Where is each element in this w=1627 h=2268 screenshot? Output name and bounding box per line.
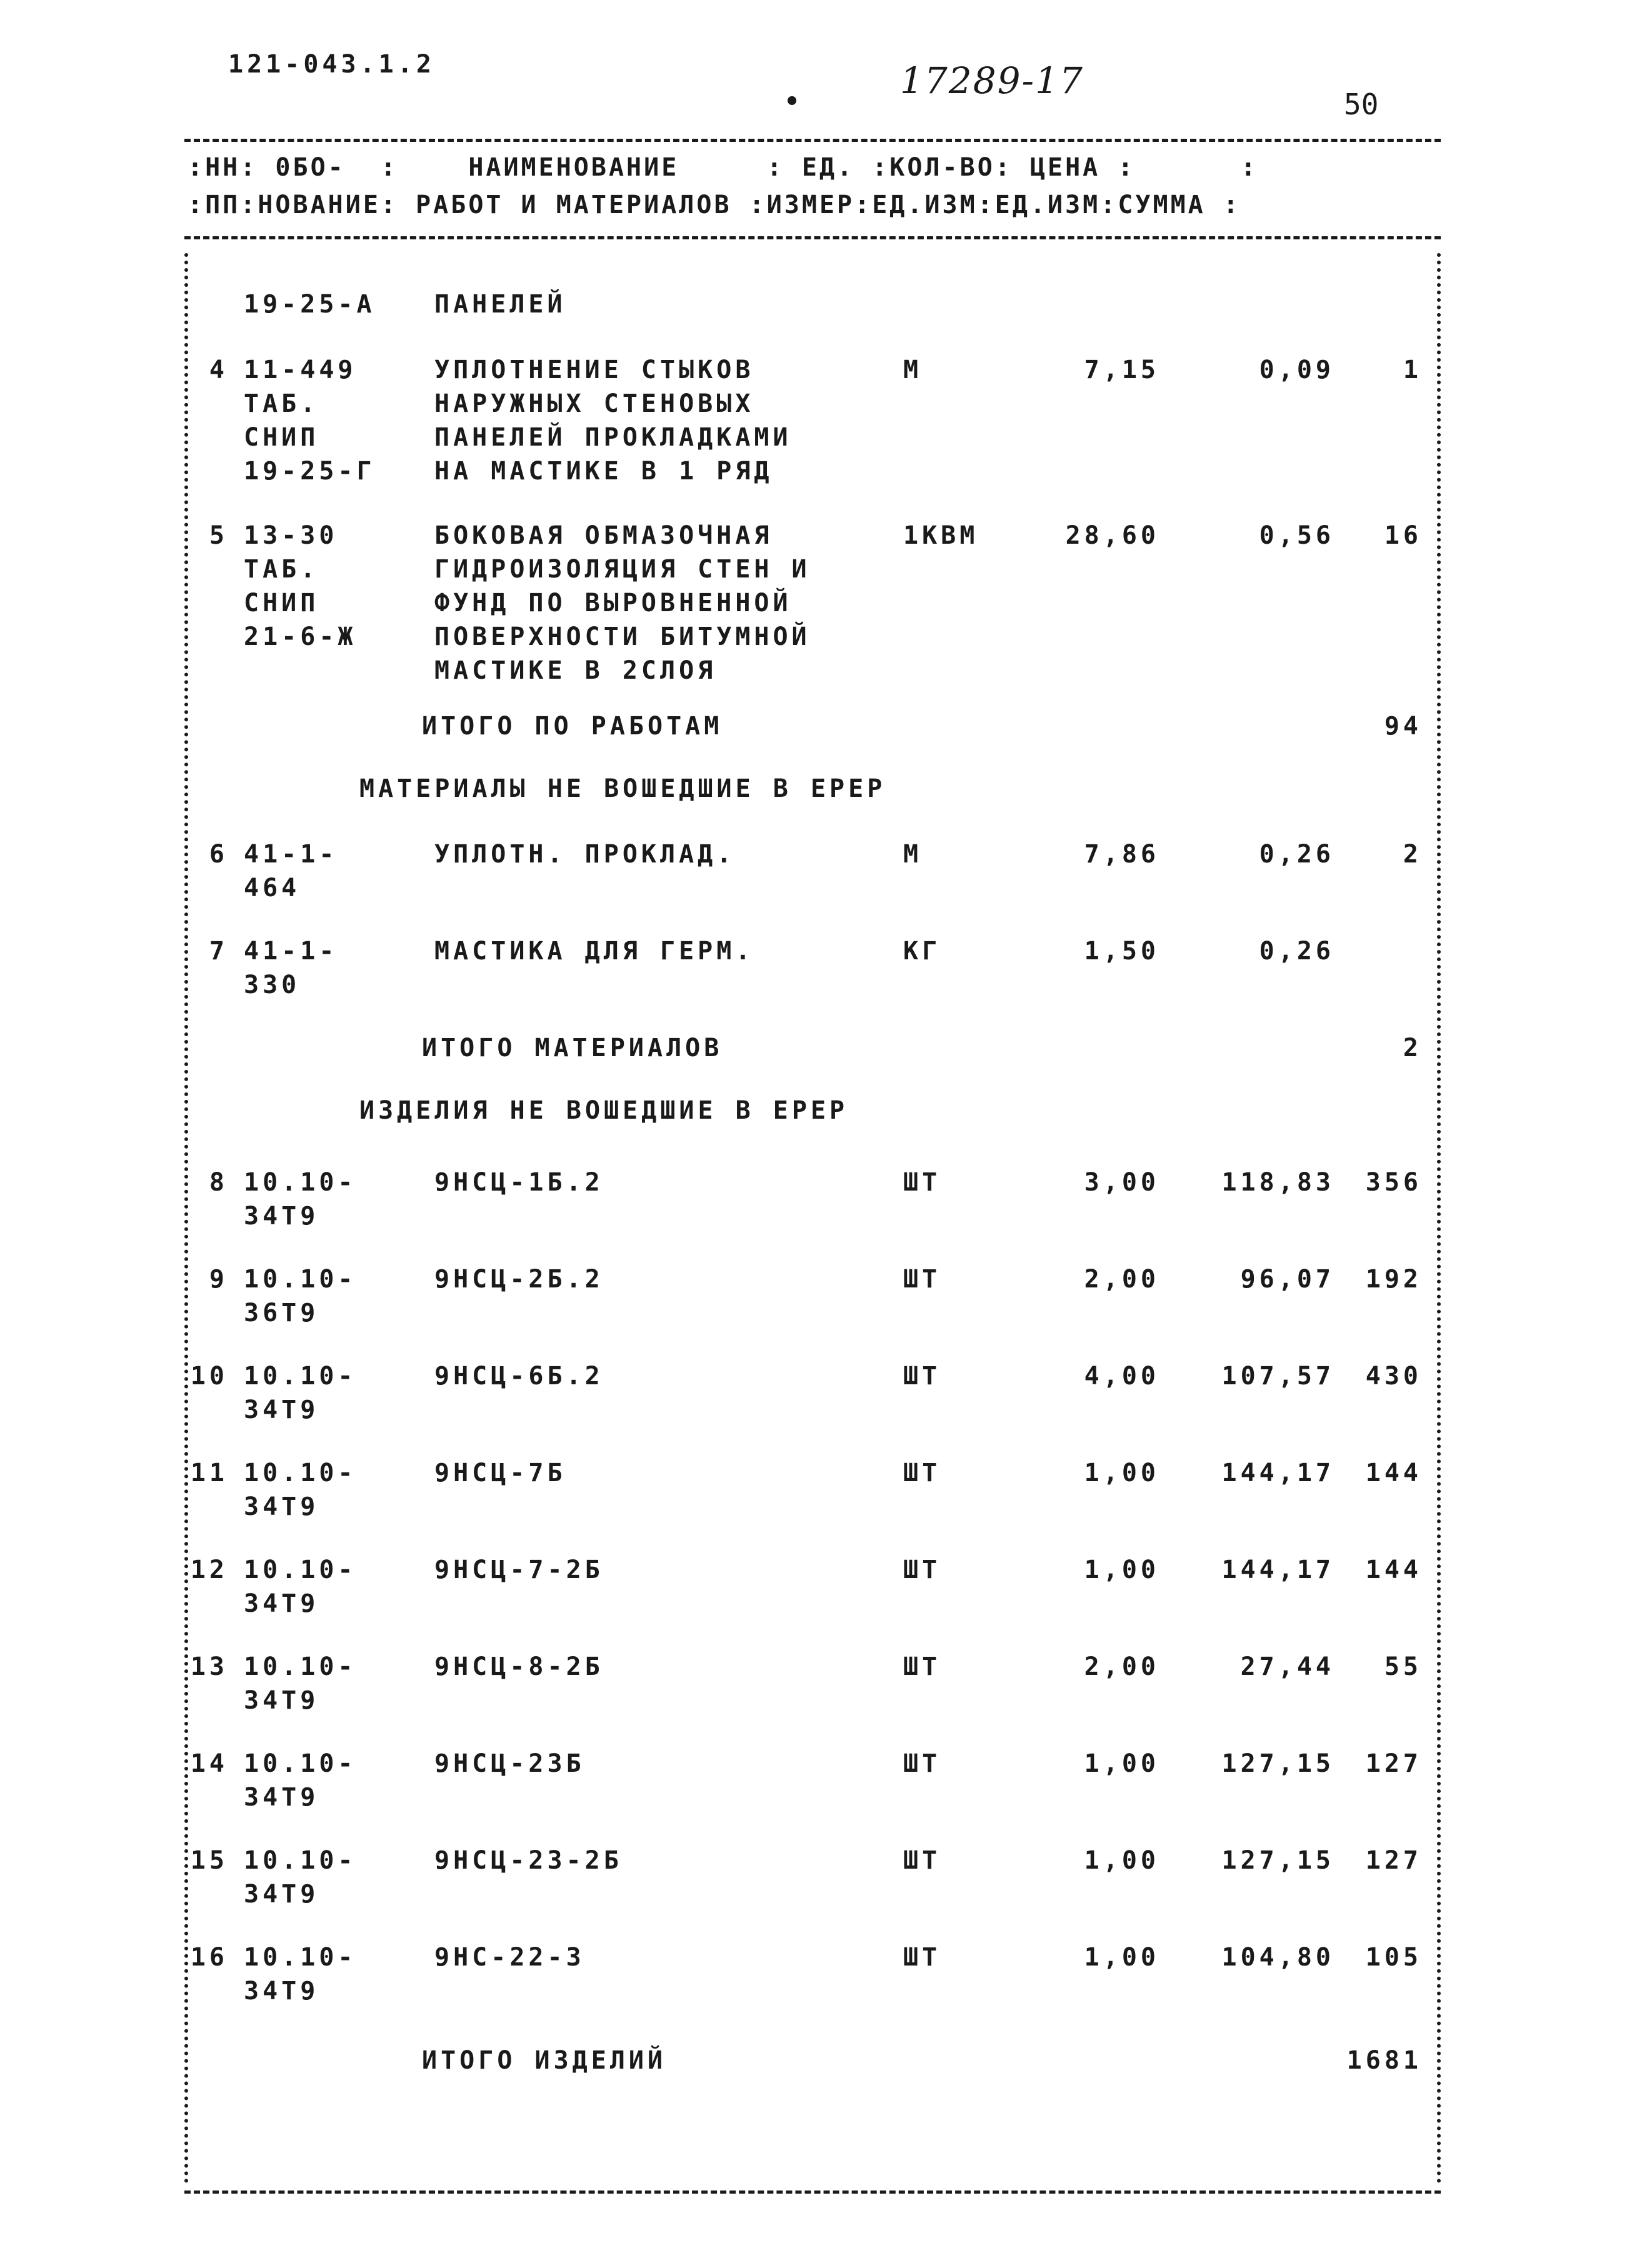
row-13-price: 144,17 xyxy=(1221,1459,1334,1487)
row-10-nn: 8 xyxy=(209,1168,228,1197)
row-16-sum: 127 xyxy=(1365,1749,1422,1778)
row-14-sum: 144 xyxy=(1365,1556,1422,1584)
top-rule xyxy=(184,139,1441,142)
row-16-unit: ШТ xyxy=(903,1749,941,1778)
margin-dot: • xyxy=(784,87,800,116)
row-18-qty: 1,00 xyxy=(1084,1943,1159,1972)
bottom-rule xyxy=(184,2191,1441,2194)
row-10-code: 10.10- 34Т9 xyxy=(244,1168,357,1231)
row-14-name: 9НСЦ-7-2Б xyxy=(434,1556,604,1584)
header-rule xyxy=(184,236,1441,239)
row-15-code: 10.10- 34Т9 xyxy=(244,1652,357,1715)
row-7-nn: 7 xyxy=(209,937,228,966)
row-14-code: 10.10- 34Т9 xyxy=(244,1556,357,1618)
row-14-qty: 1,00 xyxy=(1084,1556,1159,1584)
row-15-nn: 13 xyxy=(190,1652,228,1681)
row-7-code: 41-1- 330 xyxy=(244,937,338,999)
row-9-name: ИЗДЕЛИЯ НЕ ВОШЕДШИЕ В ЕРЕР xyxy=(359,1096,849,1125)
row-11-qty: 2,00 xyxy=(1084,1265,1159,1294)
row-6-unit: М xyxy=(903,840,923,869)
row-1-name: ПАНЕЛЕЙ xyxy=(434,290,566,319)
row-19-sum: 1681 xyxy=(1346,2046,1422,2075)
row-17-nn: 15 xyxy=(190,1846,228,1875)
row-15-name: 9НСЦ-8-2Б xyxy=(434,1652,604,1681)
column-header-line-1: :НН: 0БО- : НАИМЕНОВАНИЕ : ЕД. :КОЛ-ВО: ЦЕНА : : xyxy=(188,153,1259,182)
row-6-name: УПЛОТН. ПРОКЛАД. xyxy=(434,840,736,869)
row-18-price: 104,80 xyxy=(1221,1943,1334,1972)
row-11-sum: 192 xyxy=(1365,1265,1422,1294)
row-18-name: 9НС-22-3 xyxy=(434,1943,585,1972)
row-7-unit: КГ xyxy=(903,937,941,966)
row-3-qty: 28,60 xyxy=(1065,521,1159,550)
row-17-price: 127,15 xyxy=(1221,1846,1334,1875)
row-18-nn: 16 xyxy=(190,1943,228,1972)
estimate-table xyxy=(184,253,1441,2184)
row-11-code: 10.10- 36Т9 xyxy=(244,1265,357,1327)
row-12-price: 107,57 xyxy=(1221,1362,1334,1391)
row-14-nn: 12 xyxy=(190,1556,228,1584)
row-15-price: 27,44 xyxy=(1240,1652,1334,1681)
row-10-price: 118,83 xyxy=(1221,1168,1334,1197)
row-3-price: 0,56 xyxy=(1259,521,1334,550)
row-3-name: БОКОВАЯ ОБМАЗОЧНАЯ ГИДРОИЗОЛЯЦИЯ СТЕН И ФУНД ПО ВЫРОВНЕННОЙ ПОВЕРХНОСТИ БИТУМНОЙ МАСТИКЕ В 2СЛОЯ xyxy=(434,521,811,685)
row-16-qty: 1,00 xyxy=(1084,1749,1159,1778)
row-13-nn: 11 xyxy=(190,1459,228,1487)
row-18-sum: 105 xyxy=(1365,1943,1422,1972)
row-2-nn: 4 xyxy=(209,356,228,384)
row-15-unit: ШТ xyxy=(903,1652,941,1681)
row-2-code: 11-449 ТАБ. СНИП 19-25-Г xyxy=(244,356,376,486)
row-18-unit: ШТ xyxy=(903,1943,941,1972)
document-code: 121-043.1.2 xyxy=(228,50,435,79)
row-5-name: МАТЕРИАЛЫ НЕ ВОШЕДШИЕ В ЕРЕР xyxy=(359,774,886,803)
page-number: 50 xyxy=(1344,87,1379,121)
row-4-name: ИТОГО ПО РАБОТАМ xyxy=(422,712,723,741)
row-17-sum: 127 xyxy=(1365,1846,1422,1875)
row-15-qty: 2,00 xyxy=(1084,1652,1159,1681)
right-border xyxy=(1437,253,1441,2184)
row-17-code: 10.10- 34Т9 xyxy=(244,1846,357,1909)
row-16-name: 9НСЦ-23Б xyxy=(434,1749,585,1778)
row-16-nn: 14 xyxy=(190,1749,228,1778)
row-10-sum: 356 xyxy=(1365,1168,1422,1197)
handwritten-number: 17289-17 xyxy=(900,59,1084,102)
row-12-sum: 430 xyxy=(1365,1362,1422,1391)
row-12-qty: 4,00 xyxy=(1084,1362,1159,1391)
row-12-unit: ШТ xyxy=(903,1362,941,1391)
row-6-qty: 7,86 xyxy=(1084,840,1159,869)
row-11-price: 96,07 xyxy=(1240,1265,1334,1294)
row-10-name: 9НСЦ-1Б.2 xyxy=(434,1168,604,1197)
row-11-nn: 9 xyxy=(209,1265,228,1294)
row-17-unit: ШТ xyxy=(903,1846,941,1875)
row-17-qty: 1,00 xyxy=(1084,1846,1159,1875)
row-2-sum: 1 xyxy=(1403,356,1422,384)
row-13-qty: 1,00 xyxy=(1084,1459,1159,1487)
row-12-nn: 10 xyxy=(190,1362,228,1391)
row-2-qty: 7,15 xyxy=(1084,356,1159,384)
row-6-nn: 6 xyxy=(209,840,228,869)
row-10-qty: 3,00 xyxy=(1084,1168,1159,1197)
row-13-code: 10.10- 34Т9 xyxy=(244,1459,357,1521)
row-18-code: 10.10- 34Т9 xyxy=(244,1943,357,2006)
row-3-code: 13-30 ТАБ. СНИП 21-6-Ж xyxy=(244,521,357,651)
row-13-unit: ШТ xyxy=(903,1459,941,1487)
row-13-sum: 144 xyxy=(1365,1459,1422,1487)
row-6-price: 0,26 xyxy=(1259,840,1334,869)
row-4-sum: 94 xyxy=(1384,712,1422,741)
row-16-code: 10.10- 34Т9 xyxy=(244,1749,357,1812)
row-8-sum: 2 xyxy=(1403,1034,1422,1062)
row-7-name: МАСТИКА ДЛЯ ГЕРМ. xyxy=(434,937,754,966)
row-19-name: ИТОГО ИЗДЕЛИЙ xyxy=(422,2046,667,2075)
row-15-sum: 55 xyxy=(1384,1652,1422,1681)
row-14-price: 144,17 xyxy=(1221,1556,1334,1584)
row-14-unit: ШТ xyxy=(903,1556,941,1584)
row-7-price: 0,26 xyxy=(1259,937,1334,966)
row-7-qty: 1,50 xyxy=(1084,937,1159,966)
row-16-price: 127,15 xyxy=(1221,1749,1334,1778)
row-8-name: ИТОГО МАТЕРИАЛОВ xyxy=(422,1034,723,1062)
row-3-nn: 5 xyxy=(209,521,228,550)
row-11-name: 9НСЦ-2Б.2 xyxy=(434,1265,604,1294)
column-header-line-2: :ПП:НОВАНИЕ: РАБОТ И МАТЕРИАЛОВ :ИЗМЕР:ЕД.ИЗМ:ЕД.ИЗМ:СУММА : xyxy=(188,191,1241,219)
row-17-name: 9НСЦ-23-2Б xyxy=(434,1846,623,1875)
row-6-sum: 2 xyxy=(1403,840,1422,869)
row-3-sum: 16 xyxy=(1384,521,1422,550)
row-2-price: 0,09 xyxy=(1259,356,1334,384)
row-3-unit: 1КВМ xyxy=(903,521,979,550)
row-12-code: 10.10- 34Т9 xyxy=(244,1362,357,1424)
row-2-unit: М xyxy=(903,356,923,384)
row-12-name: 9НСЦ-6Б.2 xyxy=(434,1362,604,1391)
row-13-name: 9НСЦ-7Б xyxy=(434,1459,566,1487)
row-10-unit: ШТ xyxy=(903,1168,941,1197)
row-6-code: 41-1- 464 xyxy=(244,840,338,902)
row-11-unit: ШТ xyxy=(903,1265,941,1294)
row-2-name: УПЛОТНЕНИЕ СТЫКОВ НАРУЖНЫХ СТЕНОВЫХ ПАНЕЛЕЙ ПРОКЛАДКАМИ НА МАСТИКЕ В 1 РЯД xyxy=(434,356,792,486)
row-1-code: 19-25-А xyxy=(244,290,376,319)
